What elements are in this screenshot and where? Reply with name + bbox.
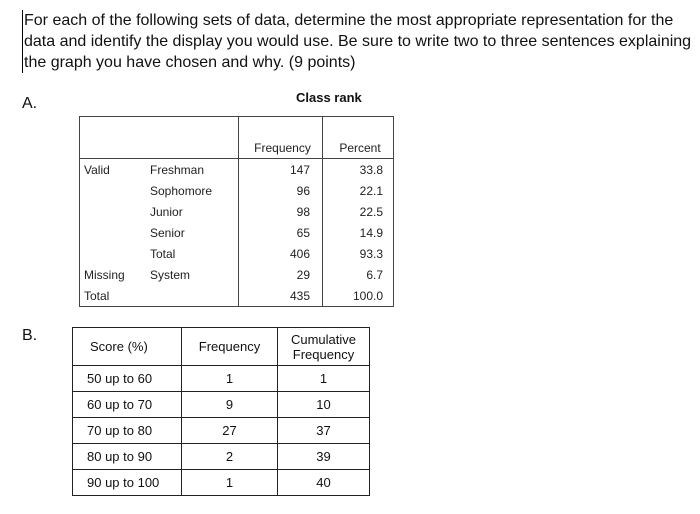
table-row: [73, 366, 370, 392]
row-frequency: 65: [239, 222, 323, 243]
row-percent: 22.1: [323, 180, 394, 201]
cumulative-cell: 10: [278, 392, 370, 418]
table-row: [73, 444, 370, 470]
frequency-header: Frequency: [239, 117, 323, 159]
row-category: System: [150, 267, 191, 282]
row-percent: 33.8: [323, 159, 394, 181]
row-category: Freshman: [150, 162, 205, 177]
row-group: Missing: [80, 264, 147, 285]
row-group: [80, 222, 147, 243]
cumulative-cell: 40: [278, 470, 370, 496]
part-b-label: B.: [22, 327, 38, 344]
score-cell: 70 up to 80: [73, 418, 182, 444]
table-row: [80, 222, 394, 243]
row-group: [80, 243, 147, 264]
score-cell: 60 up to 70: [73, 392, 182, 418]
table-row: [80, 264, 394, 285]
frequency-cell: 1: [182, 366, 278, 392]
header-empty-cell: [146, 117, 239, 159]
row-percent: 100.0: [323, 285, 394, 307]
table-header-row: [80, 117, 394, 159]
frequency-cell: 27: [182, 418, 278, 444]
class-rank-table: [79, 116, 394, 307]
table-header-row: [73, 328, 370, 366]
row-group: [80, 201, 147, 222]
score-cell: 80 up to 90: [73, 444, 182, 470]
row-percent: 6.7: [323, 264, 394, 285]
cumulative-header-line2: Frequency: [292, 346, 355, 362]
table-row: [80, 180, 394, 201]
table-row: [73, 470, 370, 496]
table-row: [80, 201, 394, 222]
class-rank-title: Class rank: [296, 90, 362, 105]
row-frequency: 406: [239, 243, 323, 264]
instructions-text: For each of the following sets of data, determine the most appropriate representation for the data and identify the display you would use. Be sure to write two to three sentences explaining the graph you have chosen and why. (9 points): [22, 10, 694, 73]
row-category: [146, 285, 239, 307]
table-row: [73, 392, 370, 418]
table-row: [80, 243, 394, 264]
row-frequency: 29: [239, 264, 323, 285]
score-header: Score (%): [73, 328, 182, 366]
row-category: Sophomore: [150, 183, 213, 198]
frequency-cell: 1: [182, 470, 278, 496]
table-row: [80, 285, 394, 307]
frequency-header: Frequency: [182, 328, 278, 366]
row-frequency: 435: [239, 285, 323, 307]
row-percent: 14.9: [323, 222, 394, 243]
row-percent: 93.3: [323, 243, 394, 264]
row-frequency: 98: [239, 201, 323, 222]
cumulative-cell: 39: [278, 444, 370, 470]
row-frequency: 147: [239, 159, 323, 181]
percent-header: Percent: [323, 117, 394, 159]
row-percent: 22.5: [323, 201, 394, 222]
table-row: [80, 159, 394, 181]
row-category: Junior: [150, 204, 183, 219]
score-cell: 50 up to 60: [73, 366, 182, 392]
row-frequency: 96: [239, 180, 323, 201]
row-group: Total: [80, 285, 147, 307]
score-cell: 90 up to 100: [73, 470, 182, 496]
frequency-cell: 2: [182, 444, 278, 470]
cumulative-frequency-header: [278, 328, 370, 366]
row-group: [80, 180, 147, 201]
row-group: Valid: [80, 159, 147, 181]
frequency-cell: 9: [182, 392, 278, 418]
table-row: [73, 418, 370, 444]
cumulative-header-line1: Cumulative: [290, 331, 357, 347]
part-a-label: A.: [22, 95, 38, 112]
cumulative-cell: 1: [278, 366, 370, 392]
header-empty-cell: [80, 117, 147, 159]
row-category: Total: [150, 246, 176, 261]
score-frequency-table: [72, 327, 370, 496]
cumulative-cell: 37: [278, 418, 370, 444]
row-category: Senior: [150, 225, 185, 240]
